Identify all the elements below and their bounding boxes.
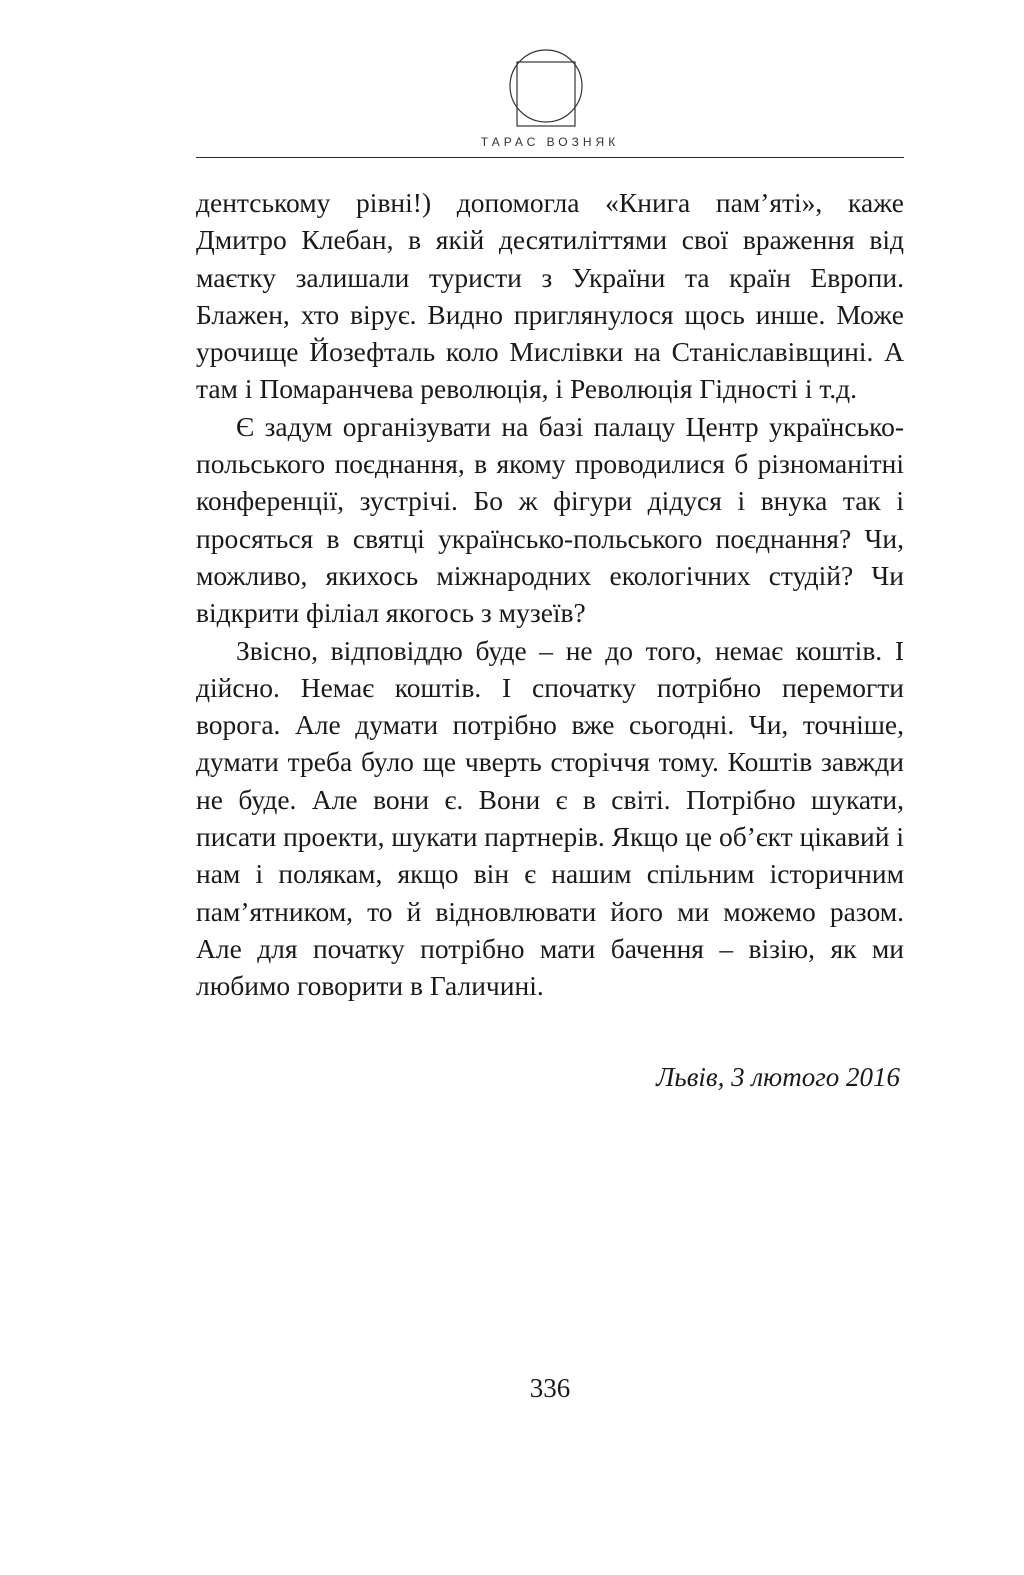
circle-square-emblem-icon [508, 44, 584, 128]
page-number: 336 [529, 1373, 571, 1403]
place-date-signature: Львів, 3 лютого 2016 [656, 1062, 900, 1092]
header-divider [196, 157, 904, 158]
running-head-author: ТАРАС ВОЗНЯК [480, 135, 620, 149]
paragraph-2: Є задум організувати на базі палацу Центр українсько-польського поєднання, в якому проводилися б різноманітні конференції, зустрічі. Бо ж фігури дідуся і внука так і просяться в святці українсько-польського поєднання? Чи, можливо, якихось міжнародних екологічних студій? Чи відкрити філіал якогось з музеїв? [196, 410, 904, 629]
paragraph-1: дентському рівні!) допомогла «Книга пам’яті», каже Дмитро Клебан, в якій десятиліттями свої враження від маєтку залишали туристи з України та країн Европи. Блажен, хто вірує. Видно приглянулося щось инше. Може урочище Йозефталь коло Мислівки на Станіславівщині. А там і Помаранчева революція, і Революція Гідності і т.д. [196, 187, 904, 405]
paragraph-3: Звісно, відповіддю буде – не до того, немає коштів. І дійсно. Немає коштів. І спочатку потрібно перемогти ворога. Але думати потрібно вже сьогодні. Чи, точніше, думати треба було ще чверть сторіччя тому. Коштів завжди не буде. Але вони є. Вони є в світі. Потрібно шукати, писати проекти, шукати партнерів. Якщо це об’єкт цікавий і нам і полякам, якщо він є нашим спільним історичним пам’ятником, то й відновлювати його ми можемо разом. Але для початку потрібно мати бачення – візію, як ми любимо говорити в Галичині. [196, 634, 905, 1002]
body-text [196, 184, 904, 1005]
